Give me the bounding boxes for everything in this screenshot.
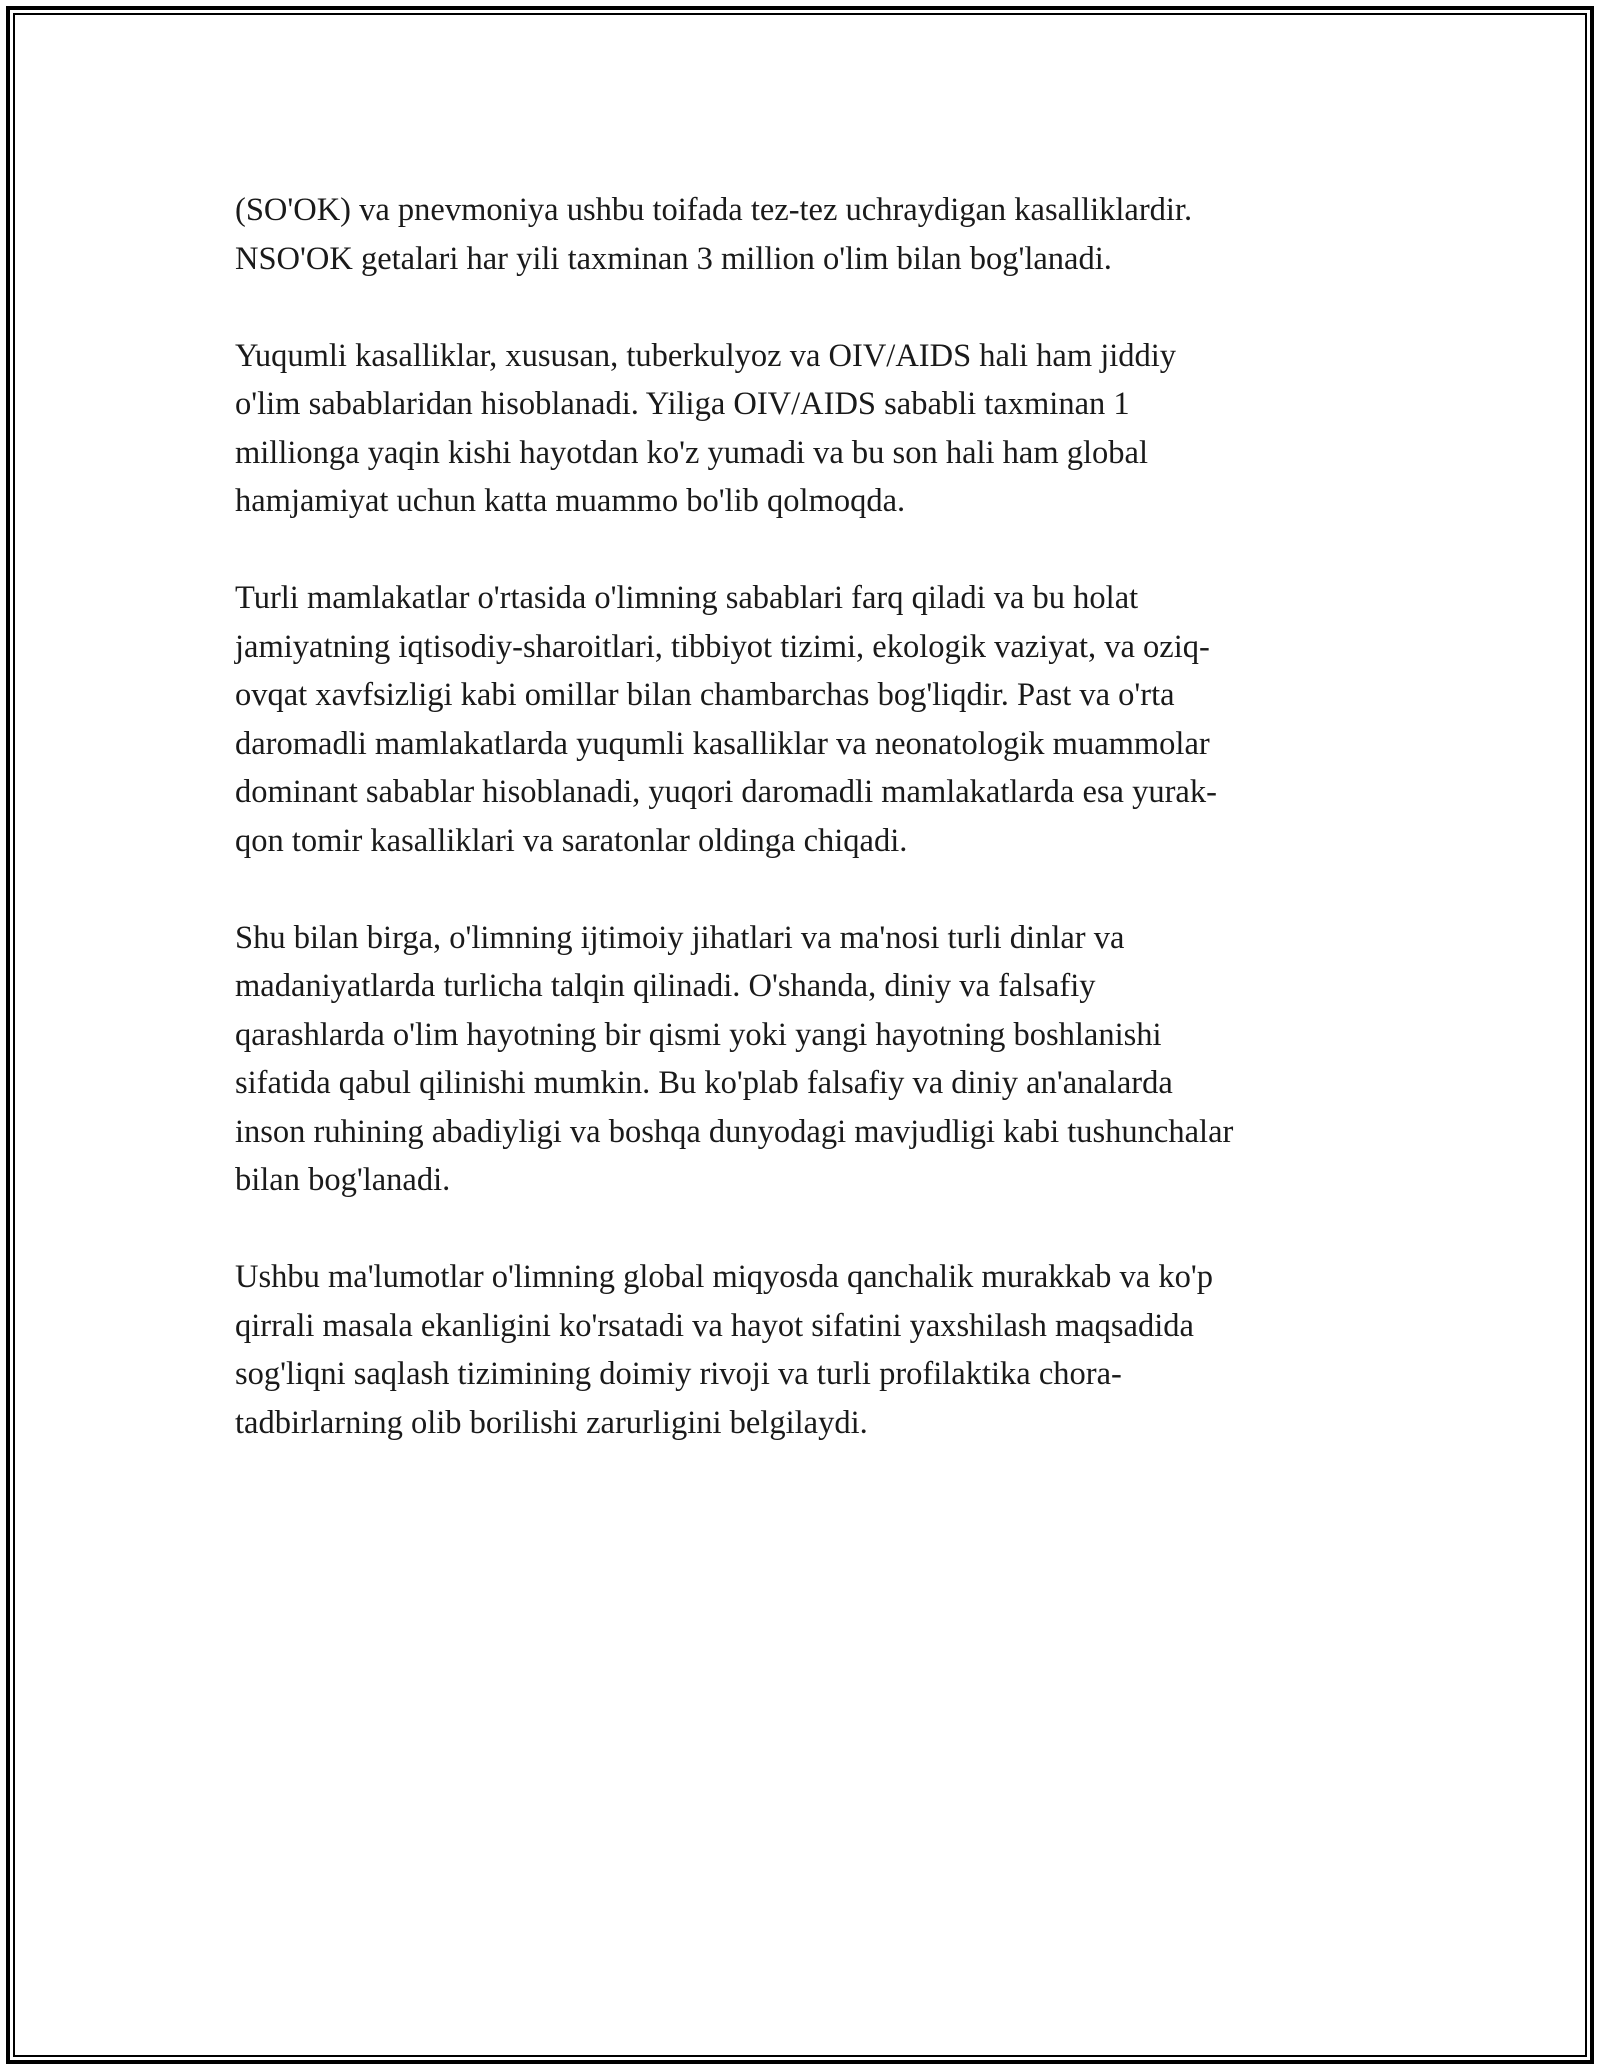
paragraph-5 <box>235 1253 1375 1447</box>
text-line: dominant sabablar hisoblanadi, yuqori daromadli mamlakatlarda esa yurak- <box>235 774 1217 810</box>
paragraph-1 <box>235 186 1375 283</box>
text-line: Turli mamlakatlar o'rtasida o'limning sabablari farq qiladi va bu holat <box>235 580 1139 616</box>
text-line: Shu bilan birga, o'limning ijtimoiy jihatlari va ma'nosi turli dinlar va <box>235 919 1125 956</box>
paragraph-2 <box>235 332 1375 526</box>
text-line: qon tomir kasalliklari va saratonlar oldinga chiqadi. <box>235 822 908 859</box>
text-line: sog'liqni saqlash tizimining doimiy rivoji va turli profilaktika chora- <box>235 1356 1122 1392</box>
text-line: hamjamiyat uchun katta muammo bo'lib qolmoqda. <box>235 483 906 519</box>
text-line: qarashlarda o'lim hayotning bir qismi yoki yangi hayotning boshlanishi <box>235 1016 1162 1053</box>
text-line: Yuqumli kasalliklar, xususan, tuberkulyoz va OIV/AIDS hali ham jiddiy <box>235 337 1177 374</box>
text-line: bilan bog'lanadi. <box>235 1162 451 1198</box>
text-line: qirrali masala ekanligini ko'rsatadi va hayot sifatini yaxshilash maqsadida <box>235 1307 1194 1344</box>
text-line: sifatida qabul qilinishi mumkin. Bu ko'plab falsafiy va diniy an'analarda <box>235 1065 1173 1101</box>
text-line: daromadli mamlakatlarda yuqumli kasalliklar va neonatologik muammolar <box>235 725 1210 762</box>
paragraph-3 <box>235 574 1375 865</box>
text-line: tadbirlarning olib borilishi zarurligini belgilaydi. <box>235 1404 868 1441</box>
text-line: inson ruhining abadiyligi va boshqa dunyodagi mavjudligi kabi tushunchalar <box>235 1113 1234 1150</box>
text-line: millionga yaqin kishi hayotdan ko'z yumadi va bu son hali ham global <box>235 434 1148 471</box>
document-body <box>235 186 1375 1496</box>
text-line: ovqat xavfsizligi kabi omillar bilan chambarchas bog'liqdir. Past va o'rta <box>235 677 1175 713</box>
paragraph-4 <box>235 914 1375 1205</box>
text-line: (SO'OK) va pnevmoniya ushbu toifada tez-tez uchraydigan kasalliklardir. <box>235 192 1193 228</box>
text-line: jamiyatning iqtisodiy-sharoitlari, tibbiyot tizimi, ekologik vaziyat, va oziq- <box>235 628 1210 665</box>
text-line: madaniyatlarda turlicha talqin qilinadi. O'shanda, diniy va falsafiy <box>235 968 1096 1004</box>
text-line: o'lim sabablaridan hisoblanadi. Yiliga OIV/AIDS sababli taxminan 1 <box>235 386 1130 422</box>
text-line: Ushbu ma'lumotlar o'limning global miqyosda qanchalik murakkab va ko'p <box>235 1259 1213 1295</box>
text-line: NSO'OK getalari har yili taxminan 3 million o'lim bilan bog'lanadi. <box>235 240 1112 277</box>
